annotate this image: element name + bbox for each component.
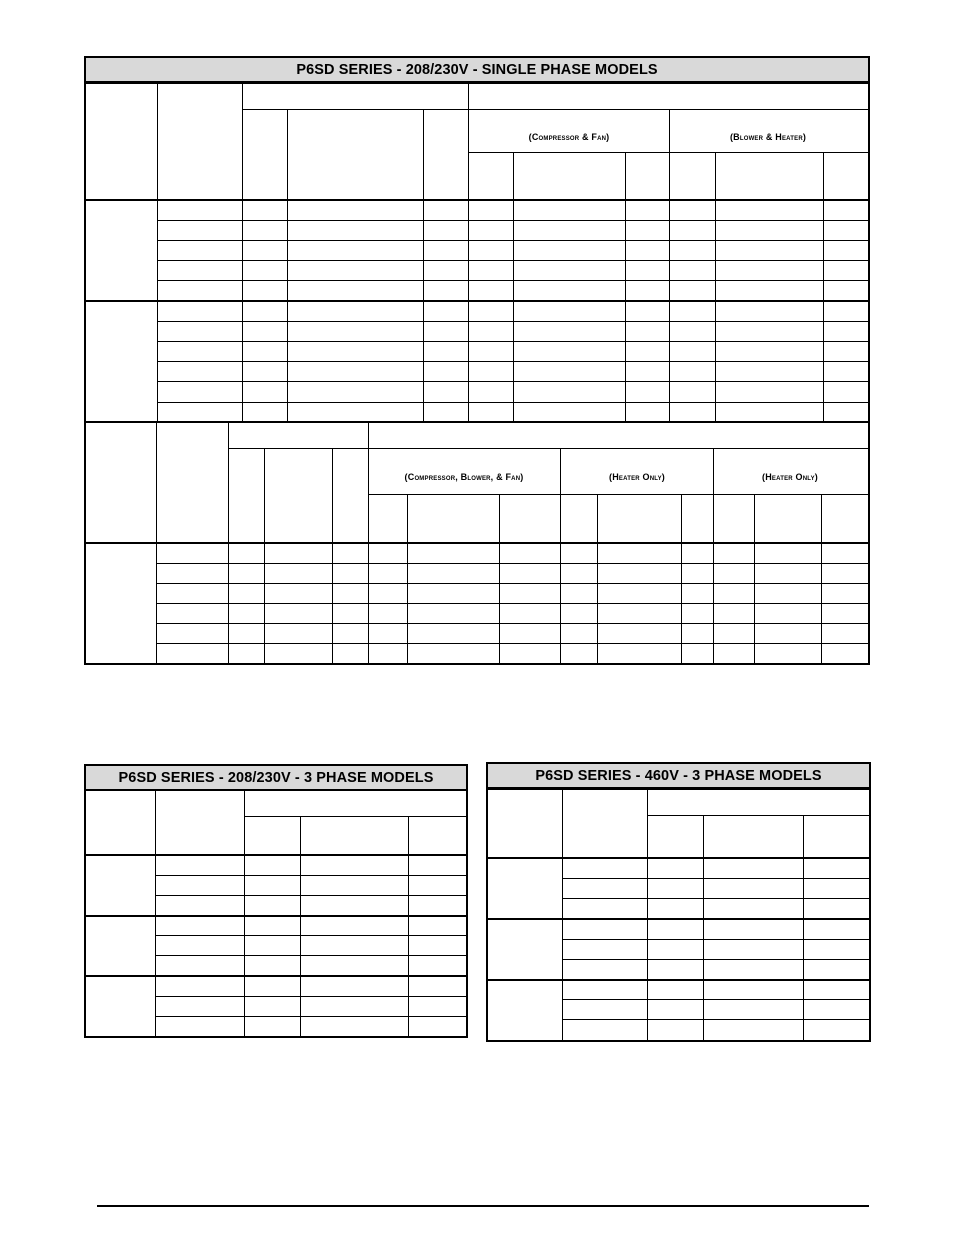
grid-line <box>407 494 408 663</box>
grid-line <box>157 402 868 403</box>
grid-line <box>86 421 868 423</box>
grid-line <box>156 603 868 604</box>
table-title: P6SD SERIES - 208/230V - 3 PHASE MODELS <box>86 766 466 791</box>
grid-line <box>86 300 868 302</box>
grid-line <box>155 1016 466 1017</box>
grid-line <box>488 918 869 920</box>
grid-line <box>703 815 704 1040</box>
grid-line <box>86 199 868 201</box>
grid-line <box>408 816 409 1036</box>
grid-line <box>562 999 869 1000</box>
column-group-label: (Heater Only) <box>609 472 665 482</box>
grid-line <box>86 975 466 977</box>
grid-line <box>86 854 466 856</box>
grid-line <box>156 583 868 584</box>
grid-line <box>562 878 869 879</box>
grid-line <box>754 494 755 663</box>
grid-line <box>86 542 868 544</box>
grid-line <box>803 815 804 1040</box>
grid-line <box>86 83 868 84</box>
column-group-label: (Blower & Heater) <box>729 132 807 142</box>
grid-line <box>157 381 868 382</box>
grid-line <box>287 109 288 422</box>
grid-line <box>499 494 500 663</box>
grid-line <box>562 898 869 899</box>
three-phase-460-table <box>486 762 871 1042</box>
three-phase-208-table <box>84 764 468 1038</box>
grid-line <box>562 959 869 960</box>
grid-line <box>562 939 869 940</box>
grid-line <box>647 789 648 1040</box>
grid-line <box>713 448 714 663</box>
grid-line <box>368 494 868 495</box>
grid-line <box>244 790 245 1036</box>
grid-line <box>86 790 466 791</box>
grid-line <box>423 109 424 422</box>
grid-line <box>821 494 822 663</box>
grid-line <box>155 875 466 876</box>
grid-line <box>157 240 868 241</box>
grid-line <box>228 448 868 449</box>
grid-line <box>264 448 265 663</box>
grid-line <box>157 280 868 281</box>
grid-line <box>562 1019 869 1020</box>
column-group-label: (Compressor, Blower, & Fan) <box>404 472 524 482</box>
grid-line <box>157 260 868 261</box>
grid-line <box>157 361 868 362</box>
grid-line <box>157 220 868 221</box>
grid-line <box>242 109 868 110</box>
grid-line <box>488 789 869 790</box>
grid-line <box>332 448 333 663</box>
grid-line <box>562 789 563 1040</box>
grid-line <box>488 857 869 859</box>
grid-line <box>155 955 466 956</box>
grid-line <box>157 321 868 322</box>
single-phase-table <box>84 56 870 665</box>
grid-line <box>156 643 868 644</box>
grid-line <box>157 83 158 422</box>
column-group-label: (Heater Only) <box>762 472 818 482</box>
footer-rule <box>97 1205 869 1207</box>
grid-line <box>488 979 869 981</box>
grid-line <box>242 83 243 422</box>
grid-line <box>156 563 868 564</box>
grid-line <box>669 109 670 422</box>
grid-line <box>156 623 868 624</box>
grid-line <box>597 494 598 663</box>
grid-line <box>86 915 466 917</box>
table-title: P6SD SERIES - 208/230V - SINGLE PHASE MODELS <box>86 58 868 83</box>
table-title: P6SD SERIES - 460V - 3 PHASE MODELS <box>488 764 869 789</box>
grid-line <box>155 790 156 1036</box>
grid-line <box>300 816 301 1036</box>
grid-line <box>155 996 466 997</box>
grid-line <box>681 494 682 663</box>
grid-line <box>157 341 868 342</box>
grid-line <box>244 816 466 817</box>
grid-line <box>468 152 868 153</box>
grid-line <box>560 448 561 663</box>
grid-line <box>155 895 466 896</box>
grid-line <box>647 815 869 816</box>
grid-line <box>468 83 469 422</box>
column-group-label: (Compressor & Fan) <box>528 132 610 142</box>
grid-line <box>155 935 466 936</box>
